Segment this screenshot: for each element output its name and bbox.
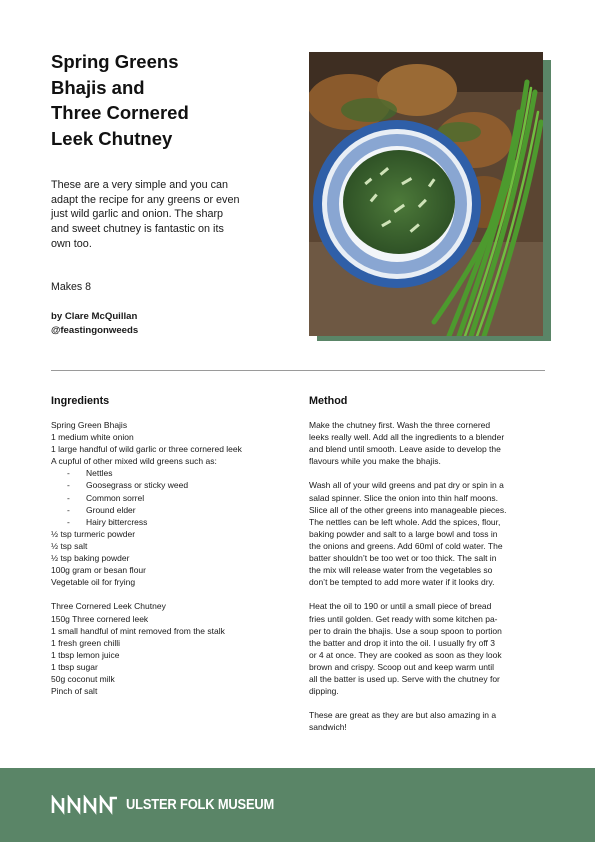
list-item: 50g coconut milk (51, 673, 115, 684)
method-text (309, 419, 547, 746)
list-item: Vegetable oil for frying (51, 577, 136, 588)
divider (51, 370, 545, 371)
list-item: A cupful of other mixed wild greens such as: (51, 456, 217, 467)
list-item: 1 fresh green chilli (51, 637, 120, 648)
ingredients-list (51, 419, 296, 697)
list-item: 1 large handful of wild garlic or three cornered leek (51, 444, 242, 455)
list-item: - Nettles (67, 468, 113, 479)
method-paragraph: Make the chutney first. Wash the three cornered leeks really well. Add all the ingredients to a blender and blend until smooth. Leave aside to develop the flavours while you make the bhajis. (309, 420, 505, 467)
list-item: 1 medium white onion (51, 432, 134, 443)
title-line: Spring Greens (51, 51, 179, 72)
servings: Makes 8 (51, 281, 92, 293)
recipe-photo-icon (309, 52, 543, 336)
list-item: ½ tsp salt (51, 540, 88, 551)
intro-text: These are a very simple and you can adapt the recipe for any greens or even just wild garlic and onion. The sharp and sweet chutney is fantastic on its own too. (51, 179, 240, 250)
list-item: Pinch of salt (51, 686, 98, 697)
list-item: 1 tbsp lemon juice (51, 649, 120, 660)
list-item: - Hairy bittercress (67, 516, 148, 527)
list-item: - Goosegrass or sticky weed (67, 480, 189, 491)
title-line: Three Cornered (51, 102, 189, 123)
section-title: Three Cornered Leek Chutney (51, 601, 166, 612)
ingredients-heading: Ingredients (51, 395, 110, 407)
method-paragraph: Wash all of your wild greens and pat dry or spin in a salad spinner. Slice the onion into thin half moons. Slice all of the other greens into manageable pieces. The nettles can be left whole. Add the spices, flour, baking powder and salt to a large bowl and toss in the onions and greens. Add 60ml of cold water. The batter shouldn’t be too wet or too thick. The salt in the mix will release water from the vegetables so don’t be tempted to add more water if it looks dry. (309, 480, 507, 588)
museum-logo-text: ULSTER FOLK MUSEUM (126, 796, 275, 813)
list-item: - Common sorrel (67, 492, 145, 503)
list-item: 1 small handful of mint removed from the stalk (51, 625, 225, 636)
recipe-photo (309, 52, 543, 336)
list-item: 1 tbsp sugar (51, 661, 98, 672)
method-heading: Method (309, 395, 348, 407)
section-title: Spring Green Bhajis (51, 420, 128, 430)
list-item: 150g Three cornered leek (51, 613, 149, 624)
method-paragraph: Heat the oil to 190 or until a small piece of bread fries until golden. Get ready with some kitchen pa- per to drain the bhajis. Use a soup spoon to portion the batter and drop it into the oil. I usually fry off 3 or 4 at once. They are cooked as soon as they look brown and crispy. Scoop out and keep warm until all the batter is used up. Serve with the chutney for dipping. (309, 601, 502, 697)
list-item: - Ground elder (67, 504, 136, 515)
list-item: ½ tsp turmeric powder (51, 528, 136, 539)
byline (51, 310, 138, 338)
title-line: Leek Chutney (51, 127, 173, 149)
list-item: 100g gram or besan flour (51, 565, 146, 576)
title-line: Bhajis and (51, 76, 145, 98)
recipe-title (51, 49, 251, 151)
museum-logo-icon (51, 795, 119, 815)
list-item: ½ tsp baking powder (51, 553, 130, 564)
author-handle: @feastingonweeds (51, 325, 139, 336)
author-name: by Clare McQuillan (51, 311, 138, 322)
method-paragraph: These are great as they are but also amazing in a sandwich! (309, 710, 497, 733)
